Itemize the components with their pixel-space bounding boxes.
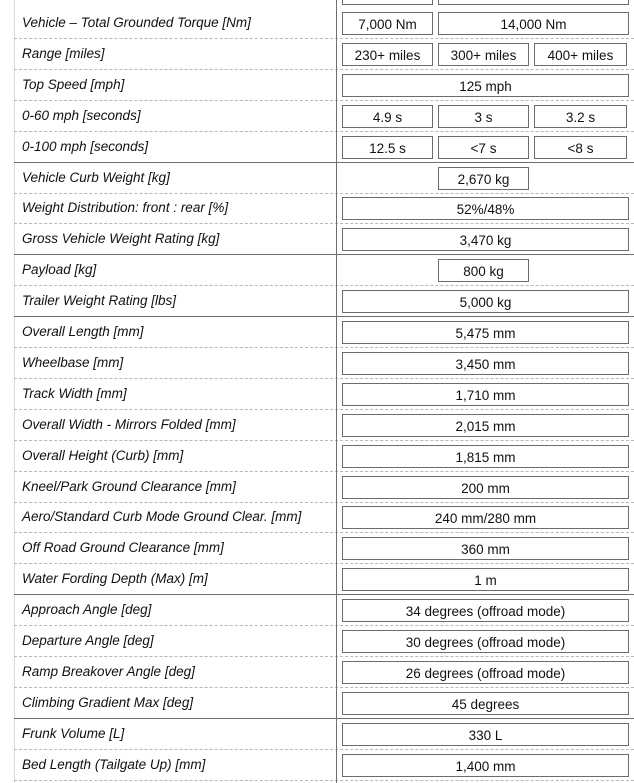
spec-label: Approach Angle [deg]	[22, 602, 152, 618]
spec-label: Gross Vehicle Weight Rating [kg]	[22, 231, 220, 247]
spec-value-cell: 7,000 Nm	[342, 12, 433, 35]
spec-label: Frunk Volume [L]	[22, 725, 125, 741]
spec-row	[14, 441, 634, 472]
spec-row	[14, 39, 634, 70]
spec-row	[14, 750, 634, 781]
spec-row	[14, 410, 634, 441]
spec-label: Vehicle – Total Grounded Torque [Nm]	[22, 15, 251, 30]
top-cell-stub	[438, 0, 629, 5]
spec-label: Overall Length [mm]	[22, 324, 144, 339]
spec-row	[14, 533, 634, 564]
spec-label: Vehicle Curb Weight [kg]	[22, 169, 170, 185]
spec-value-cell: 3.2 s	[534, 105, 627, 128]
spec-value-cell: 4.9 s	[342, 105, 433, 128]
spec-label: Bed Length (Tailgate Up) [mm]	[22, 756, 206, 772]
spec-label: Overall Width - Mirrors Folded [mm]	[22, 416, 236, 432]
spec-row	[14, 8, 634, 39]
spec-row	[14, 163, 634, 194]
spec-value-cell: 230+ miles	[342, 43, 433, 66]
spec-row	[14, 132, 634, 163]
spec-label: Off Road Ground Clearance [mm]	[22, 540, 224, 556]
spec-value-cell: 200 mm	[342, 476, 629, 499]
spec-label: Kneel/Park Ground Clearance [mm]	[22, 478, 236, 494]
spec-row	[14, 286, 634, 317]
spec-value-cell: 125 mph	[342, 74, 629, 97]
spec-value-cell: 5,000 kg	[342, 290, 629, 313]
spec-label: Top Speed [mph]	[22, 76, 125, 92]
spec-value-cell: 2,670 kg	[438, 167, 529, 190]
spec-value-cell: 1 m	[342, 568, 629, 591]
spec-row	[14, 101, 634, 132]
spec-value-cell: 5,475 mm	[342, 321, 629, 344]
spec-value-cell: 330 L	[342, 723, 629, 746]
spec-label: Track Width [mm]	[22, 385, 127, 401]
spec-label: Wheelbase [mm]	[22, 354, 124, 370]
spec-row	[14, 657, 634, 688]
spec-label: 0-100 mph [seconds]	[22, 138, 149, 154]
spec-value-cell: 3 s	[438, 105, 529, 128]
spec-value-cell: 1,400 mm	[342, 754, 629, 777]
spec-row	[14, 70, 634, 101]
spec-label: Water Fording Depth (Max) [m]	[22, 571, 208, 587]
spec-value-cell: 360 mm	[342, 537, 629, 560]
spec-row	[14, 193, 634, 224]
spec-value-cell: 800 kg	[438, 259, 529, 282]
spec-value-cell: 30 degrees (offroad mode)	[342, 630, 629, 653]
spec-label: Range [miles]	[22, 45, 105, 61]
spec-row	[14, 317, 634, 348]
spec-label: 0-60 mph [seconds]	[22, 107, 141, 123]
spec-value-cell: 1,815 mm	[342, 445, 629, 468]
spec-row	[14, 472, 634, 503]
spec-value-cell: 26 degrees (offroad mode)	[342, 661, 629, 684]
spec-value-cell: 14,000 Nm	[438, 12, 629, 35]
spec-row	[14, 719, 634, 750]
spec-value-cell: 300+ miles	[438, 43, 529, 66]
spec-row	[14, 255, 634, 286]
spec-row	[14, 626, 634, 657]
spec-row	[14, 379, 634, 410]
spec-row	[14, 564, 634, 595]
spec-label: Weight Distribution: front : rear [%]	[22, 200, 229, 216]
spec-value-cell: 34 degrees (offroad mode)	[342, 599, 629, 622]
spec-row	[14, 688, 634, 719]
spec-value-cell: 3,470 kg	[342, 228, 629, 251]
spec-value-cell: 240 mm/280 mm	[342, 506, 629, 529]
spec-row	[14, 502, 634, 533]
spec-row	[14, 348, 634, 379]
top-cell-stub	[342, 0, 433, 5]
spec-label: Ramp Breakover Angle [deg]	[22, 663, 195, 679]
column-divider	[336, 0, 337, 783]
spec-label: Departure Angle [deg]	[22, 633, 154, 648]
spec-value-cell: 3,450 mm	[342, 352, 629, 375]
spec-label: Trailer Weight Rating [lbs]	[22, 293, 177, 309]
spec-value-cell: <8 s	[534, 136, 627, 159]
spec-label: Aero/Standard Curb Mode Ground Clear. [mm]	[22, 509, 302, 525]
spec-value-cell: 1,710 mm	[342, 383, 629, 406]
spec-value-cell: 2,015 mm	[342, 414, 629, 437]
spec-value-cell: 52%/48%	[342, 197, 629, 220]
spec-label: Overall Height (Curb) [mm]	[22, 447, 184, 463]
spec-value-cell: 45 degrees	[342, 692, 629, 715]
spec-label: Climbing Gradient Max [deg]	[22, 694, 194, 710]
spec-row	[14, 595, 634, 626]
spec-value-cell: 12.5 s	[342, 136, 433, 159]
spec-label: Payload [kg]	[22, 262, 97, 278]
spec-value-cell: <7 s	[438, 136, 529, 159]
spec-value-cell: 400+ miles	[534, 43, 627, 66]
spec-row	[14, 224, 634, 255]
